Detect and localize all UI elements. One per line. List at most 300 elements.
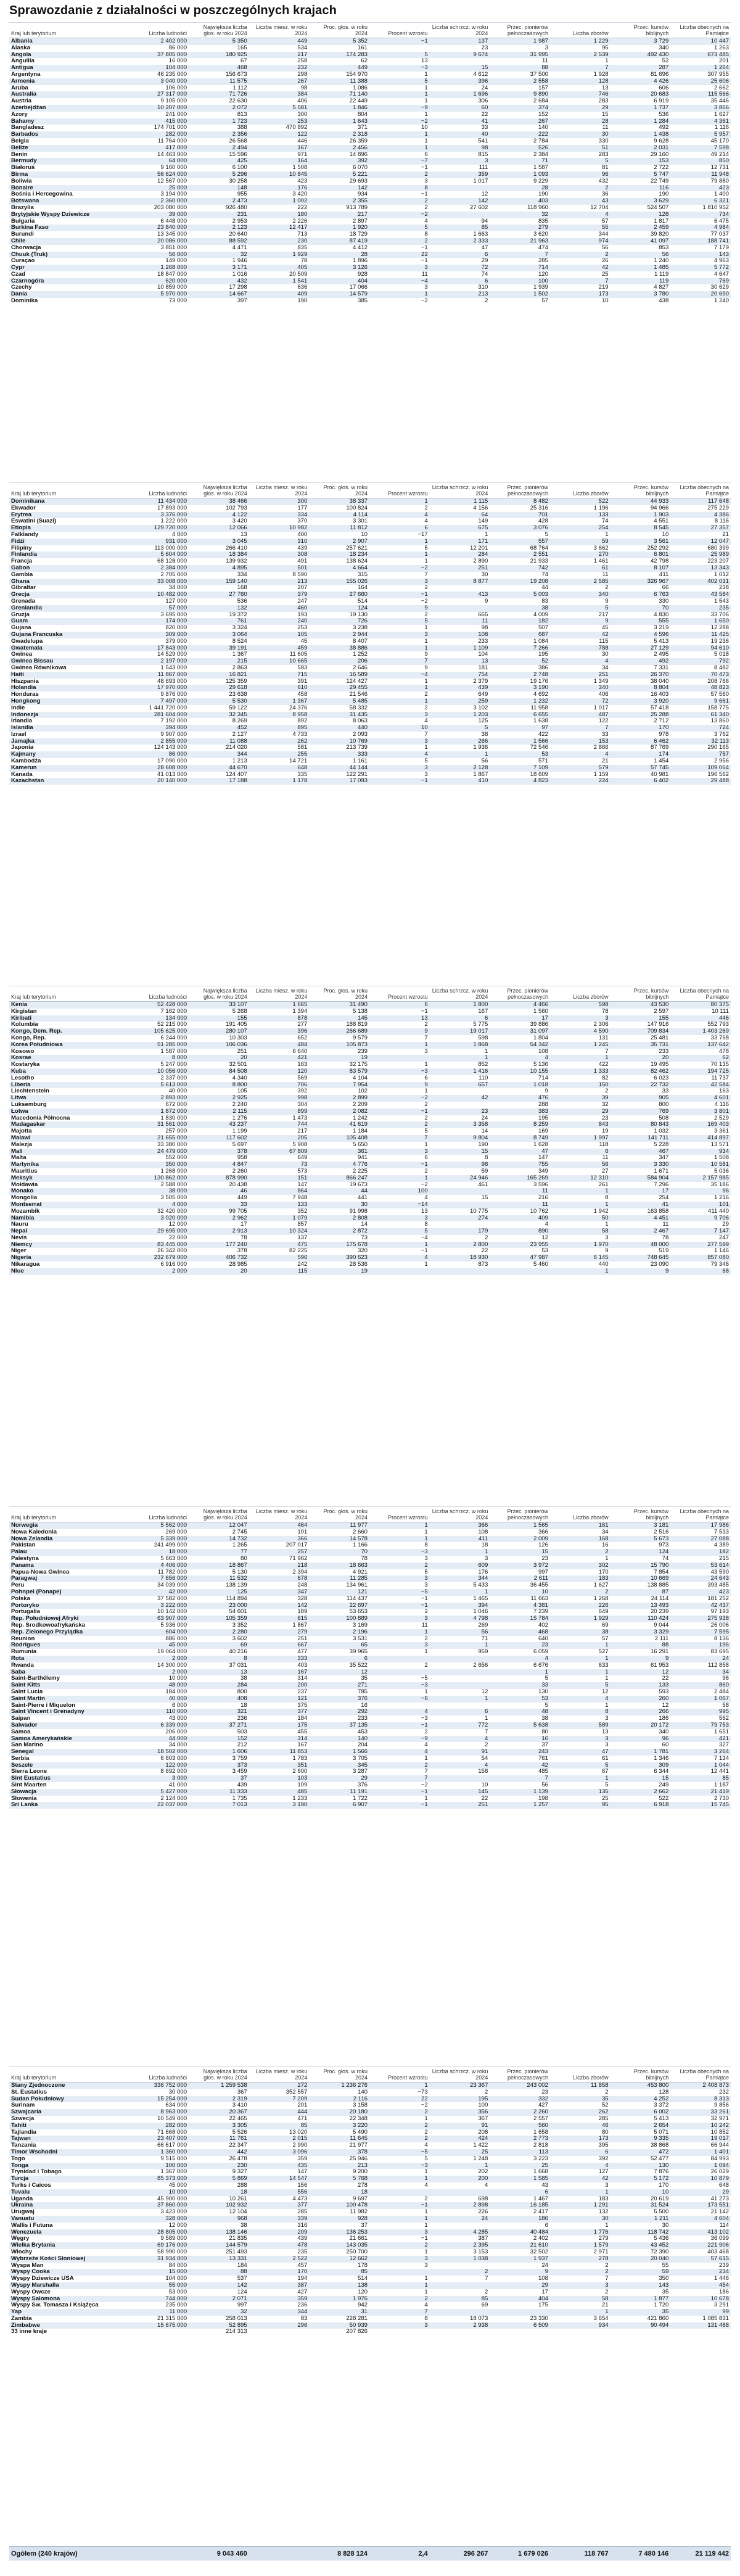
column-header: Przec. kursów biblijnych — [610, 986, 671, 1002]
table-cell: 58 990 000 — [128, 2249, 189, 2256]
table-cell: 4 — [430, 1762, 490, 1769]
table-cell — [670, 2329, 731, 2335]
table-cell: 20 172 — [610, 1722, 671, 1729]
table-cell: 569 — [249, 1075, 310, 1082]
table-cell: 152 — [189, 1736, 249, 1743]
table-cell: 6 462 — [610, 738, 671, 745]
table-cell: 2 157 985 — [670, 1175, 731, 1182]
table-cell: 367 — [189, 2089, 249, 2096]
table-cell: 104 000 — [128, 65, 189, 72]
table-cell: 31 561 000 — [128, 1121, 189, 1128]
table-row — [9, 685, 731, 691]
column-header: Największa liczba głos. w roku 2024 — [189, 483, 249, 498]
table-cell: 11 — [369, 271, 430, 278]
table-cell: 33 — [610, 1088, 671, 1095]
table-cell: 934 — [550, 2322, 610, 2329]
table-cell: 427 — [249, 2289, 310, 2296]
table-cell: 252 292 — [610, 545, 671, 552]
country-name: Czarnogóra — [9, 278, 128, 285]
table-cell: 9 804 — [430, 1135, 490, 1142]
table-cell: 1 422 — [430, 2142, 490, 2149]
table-block-1 — [9, 22, 731, 305]
table-cell: 1 — [369, 2276, 430, 2282]
column-header: Liczba obecnych na Pamiątce — [670, 483, 731, 498]
table-row — [9, 2289, 731, 2296]
table-cell: 25 606 — [670, 78, 731, 85]
table-cell: 175 — [249, 1722, 310, 1729]
table-cell: 103 — [249, 1775, 310, 1782]
table-cell: −1 — [369, 1802, 430, 1809]
table-cell: 344 — [430, 1575, 490, 1582]
table-cell: 7 239 — [490, 1609, 550, 1616]
table-cell: 78 — [610, 1235, 671, 1242]
table-cell: 11 388 — [309, 78, 369, 85]
country-name: Indie — [9, 705, 128, 712]
table-cell: 176 — [430, 1569, 490, 1576]
table-row — [9, 2089, 731, 2096]
table-cell: 467 — [610, 1149, 671, 1155]
table-cell: 1 291 — [550, 2202, 610, 2209]
total-cell: 7 480 146 — [610, 2547, 671, 2561]
table-cell: 16 403 — [610, 691, 671, 698]
table-cell: 28 985 — [189, 1261, 249, 1268]
table-cell: 54 342 — [490, 1042, 550, 1049]
table-cell: 2 — [430, 2269, 490, 2276]
table-row — [9, 105, 731, 112]
table-cell: 48 000 — [610, 1242, 671, 1249]
table-cell: 1 349 — [550, 679, 610, 685]
table-cell: 4 601 — [670, 1095, 731, 1102]
table-cell: 492 430 — [610, 52, 671, 59]
table-cell: 283 — [550, 98, 610, 105]
table-cell: 1 473 — [249, 1115, 310, 1122]
table-cell: 2 — [430, 298, 490, 305]
column-header: Przec. pionierów pełnoczasowych — [490, 2067, 550, 2083]
table-cell: 114 894 — [189, 1596, 249, 1603]
country-name: Czechy — [9, 284, 128, 291]
table-cell: 468 — [490, 1629, 550, 1636]
table-cell: 748 645 — [610, 1255, 671, 1261]
table-cell: 102 — [309, 1088, 369, 1095]
table-row — [9, 1596, 731, 1603]
table-cell: 25 481 — [610, 1035, 671, 1042]
table-cell: 38 — [189, 2223, 249, 2229]
table-row — [9, 1589, 731, 1596]
table-cell: 378 — [309, 2149, 369, 2156]
table-row — [9, 1208, 731, 1215]
table-cell: 4 473 — [249, 2196, 310, 2203]
table-cell: 320 — [309, 1248, 369, 1255]
table-cell: 194 — [249, 2276, 310, 2282]
table-cell: 87 769 — [610, 745, 671, 751]
table-cell: 188 819 — [309, 1022, 369, 1028]
table-row — [9, 1108, 731, 1115]
table-row — [9, 178, 731, 185]
table-cell: 35 522 — [309, 1662, 369, 1669]
country-name: Gwinea Bissau — [9, 658, 128, 665]
table-cell: 6 655 — [490, 712, 550, 719]
table-cell: 5 — [369, 78, 430, 85]
table-cell: 3 190 — [490, 685, 550, 691]
table-cell: 2 907 — [309, 539, 369, 545]
table-cell: 5 581 — [249, 105, 310, 112]
table-cell: 7 134 — [670, 1756, 731, 1762]
table-cell: 29 — [430, 258, 490, 265]
table-cell: 439 — [430, 685, 490, 691]
table-cell: 714 — [490, 265, 550, 271]
table-cell: 41 — [610, 1202, 671, 1208]
table-cell: 168 — [189, 585, 249, 592]
table-row — [9, 738, 731, 745]
table-cell: 6 — [430, 1015, 490, 1022]
table-cell: 581 — [249, 745, 310, 751]
column-header: Przec. kursów biblijnych — [610, 1507, 671, 1522]
table-cell: 2 000 — [128, 1268, 189, 1275]
table-cell: 105 625 000 — [128, 1028, 189, 1035]
table-cell: 1 — [369, 745, 430, 751]
table-cell: 755 — [490, 1162, 550, 1168]
table-cell: 52 — [490, 658, 550, 665]
table-cell: 13 — [550, 85, 610, 92]
table-cell: 5 562 000 — [128, 1522, 189, 1529]
table-cell: 2 355 — [309, 198, 369, 205]
table-cell: 57 000 — [128, 605, 189, 612]
table-cell: 11 867 000 — [128, 672, 189, 679]
table-cell: 13 — [189, 532, 249, 539]
table-cell: 67 809 — [249, 1149, 310, 1155]
table-cell: 23 000 — [189, 1603, 249, 1609]
column-header: Kraj lub terytorium — [9, 986, 128, 1002]
table-row — [9, 1522, 731, 1529]
column-header: Liczba schrzcz. w roku 2024 — [430, 1507, 490, 1522]
country-name: Samoa Amerykańskie — [9, 1736, 128, 1743]
table-cell: 24 — [490, 2263, 550, 2269]
table-cell: 892 — [249, 718, 310, 725]
table-cell: 101 — [670, 1202, 731, 1208]
table-cell: 180 925 — [189, 52, 249, 59]
table-cell: 377 — [249, 2202, 310, 2209]
table-cell: 163 — [670, 1088, 731, 1095]
table-cell: 12 — [490, 1235, 550, 1242]
table-cell: 31 524 — [610, 2202, 671, 2209]
table-cell: 56 — [490, 1782, 550, 1789]
table-cell: 226 — [430, 2209, 490, 2216]
table-cell: 492 — [610, 125, 671, 131]
table-cell: 7 — [369, 572, 430, 579]
table-cell: 114 437 — [309, 1596, 369, 1603]
table-cell: 44 144 — [309, 765, 369, 772]
table-cell: 14 579 — [309, 291, 369, 298]
table-cell: 12 104 — [189, 2209, 249, 2216]
table-cell — [430, 58, 490, 65]
table-cell: 1 284 — [610, 118, 671, 125]
table-cell: 8 524 — [189, 638, 249, 645]
table-cell: 11 191 — [309, 1789, 369, 1796]
table-cell: 23 — [490, 1642, 550, 1649]
table-cell: 278 — [309, 2182, 369, 2189]
table-row — [9, 532, 731, 539]
table-cell: 8 — [189, 1656, 249, 1662]
table-cell: 2 000 — [128, 1656, 189, 1662]
table-cell: 1 997 — [550, 1135, 610, 1142]
column-header: Proc. głos. w roku 2024 — [309, 483, 369, 498]
table-cell: 29 — [309, 1775, 369, 1782]
table-cell: 266 — [430, 738, 490, 745]
table-cell: 350 000 — [128, 1162, 189, 1168]
table-cell: 285 — [550, 2116, 610, 2123]
table-cell: −17 — [369, 532, 430, 539]
table-cell: 24 — [430, 1115, 490, 1122]
table-cell: 266 — [610, 1709, 671, 1715]
table-cell: 734 — [670, 212, 731, 218]
country-name: Kiribati — [9, 1015, 128, 1022]
table-cell: 508 — [610, 1115, 671, 1122]
table-cell: 45 900 000 — [128, 2196, 189, 2203]
table-cell: 857 080 — [670, 1255, 731, 1261]
table-cell: 11 645 — [309, 2136, 369, 2142]
country-name: Timor Wschodni — [9, 2149, 128, 2156]
table-cell: 2 897 — [309, 218, 369, 225]
table-row — [9, 1242, 731, 1249]
table-cell: 522 — [550, 498, 610, 505]
table-row — [9, 498, 731, 505]
table-cell: 978 — [610, 732, 671, 738]
table-cell: 2 260 — [189, 1168, 249, 1175]
table-cell: 2 495 — [610, 651, 671, 658]
table-cell: 7 — [490, 252, 550, 258]
table-cell: 12 704 — [550, 205, 610, 212]
table-row — [9, 2136, 731, 2142]
table-cell: 66 944 — [670, 2142, 731, 2149]
table-cell: 6 916 000 — [128, 1261, 189, 1268]
table-cell: 432 — [550, 178, 610, 185]
column-header: Kraj lub terytorium — [9, 23, 128, 38]
table-cell: 1 846 — [309, 105, 369, 112]
table-cell: 221 906 — [670, 2242, 731, 2249]
table-cell: 22 — [430, 1248, 490, 1255]
table-cell: 408 — [189, 1696, 249, 1703]
country-name: Polska — [9, 1596, 128, 1603]
table-cell: 4 — [369, 512, 430, 519]
table-cell: 2 529 — [670, 1115, 731, 1122]
table-cell: 2 899 — [309, 1095, 369, 1102]
table-cell: 23 955 — [490, 1242, 550, 1249]
table-cell: 62 — [670, 1055, 731, 1062]
table-cell — [430, 2263, 490, 2269]
table-cell: 22 — [369, 2096, 430, 2103]
table-cell: 8 963 000 — [128, 2109, 189, 2116]
table-cell: 9 — [369, 1028, 430, 1035]
table-cell: 1 — [369, 1242, 430, 1249]
table-cell: 120 — [309, 2289, 369, 2296]
table-cell: 21 963 — [490, 238, 550, 245]
country-name: Gwadelupa — [9, 638, 128, 645]
table-cell: 11 764 000 — [128, 138, 189, 145]
country-name: Burkina Faso — [9, 225, 128, 231]
table-cell: 14 — [430, 1128, 490, 1135]
table-cell: 30 629 — [670, 284, 731, 291]
table-cell: 427 — [490, 2102, 550, 2109]
table-cell: 1 268 000 — [128, 1168, 189, 1175]
table-cell: 333 — [249, 1656, 310, 1662]
table-cell: 1 018 — [490, 1082, 550, 1089]
table-row — [9, 2223, 731, 2229]
table-cell: 475 — [249, 1242, 310, 1249]
country-table — [9, 2067, 731, 2335]
table-cell: 12 — [309, 1669, 369, 1676]
table-cell: 37 582 000 — [128, 1596, 189, 1603]
table-cell: 182 — [490, 618, 550, 625]
table-cell: 112 858 — [670, 1662, 731, 1669]
table-cell: 37 805 000 — [128, 52, 189, 59]
country-name: Turcja — [9, 2176, 128, 2182]
table-cell: 243 002 — [490, 2083, 550, 2089]
table-cell: 610 — [249, 685, 310, 691]
table-cell: 1 — [550, 1055, 610, 1062]
table-cell: 15 784 — [490, 1616, 550, 1622]
table-cell: 157 — [490, 85, 550, 92]
table-row — [9, 245, 731, 252]
country-name: Malawi — [9, 1135, 128, 1142]
country-name: Peru — [9, 1582, 128, 1589]
table-cell: 3 — [430, 158, 490, 165]
table-cell: 120 — [249, 1068, 310, 1075]
table-cell: 1 079 — [249, 1215, 310, 1222]
table-cell: 52 215 000 — [128, 1022, 189, 1028]
table-cell: 2 855 000 — [128, 738, 189, 745]
table-cell: 16 — [309, 1703, 369, 1709]
table-row — [9, 1028, 731, 1035]
table-cell: 70 — [610, 605, 671, 612]
table-row — [9, 1775, 731, 1782]
table-cell: 70 473 — [670, 672, 731, 679]
column-header: Przec. pionierów pełnoczasowych — [490, 483, 550, 498]
table-cell: 69 — [550, 1622, 610, 1629]
table-cell: 131 488 — [670, 2322, 731, 2329]
country-name: Rota — [9, 1656, 128, 1662]
table-cell: 5 268 — [189, 1009, 249, 1015]
table-cell: 1 146 — [670, 1248, 731, 1255]
table-cell: 91 998 — [309, 1208, 369, 1215]
table-cell: 1 067 — [670, 1696, 731, 1703]
table-cell: 137 642 — [670, 1042, 731, 1049]
table-cell: 2 417 — [490, 2209, 550, 2216]
table-cell: 83 695 — [670, 1649, 731, 1656]
table-row — [9, 565, 731, 572]
table-cell: 1 737 — [610, 105, 671, 112]
table-cell: 2 — [550, 585, 610, 592]
table-row — [9, 1736, 731, 1743]
table-row — [9, 1049, 731, 1055]
table-cell: 98 — [249, 85, 310, 92]
country-name: Argentyna — [9, 72, 128, 78]
table-cell: 39 191 — [189, 645, 249, 652]
table-cell: 316 — [249, 2223, 310, 2229]
table-cell: 4 — [550, 212, 610, 218]
table-cell: 203 080 000 — [128, 205, 189, 212]
column-header: Procent wzrostu — [369, 483, 430, 498]
table-cell: 6 640 — [249, 1049, 310, 1055]
table-cell: 379 000 — [128, 638, 189, 645]
table-cell: 173 — [550, 2136, 610, 2142]
table-row — [9, 231, 731, 238]
table-cell: 1 139 — [490, 1789, 550, 1796]
table-cell: 7 598 — [670, 145, 731, 152]
table-cell: 3 096 — [249, 2149, 310, 2156]
table-cell: 1 — [430, 751, 490, 758]
country-name: Namibia — [9, 1215, 128, 1222]
table-cell: 108 — [490, 1049, 550, 1055]
table-cell — [490, 1268, 550, 1275]
table-cell: 88 — [610, 1642, 671, 1649]
table-cell: 29 455 — [309, 685, 369, 691]
table-cell: 27 — [550, 1168, 610, 1175]
table-cell: 309 — [610, 1762, 671, 1769]
table-cell: 37 031 — [189, 1662, 249, 1669]
table-cell: 50 — [550, 1215, 610, 1222]
table-cell: 69 176 000 — [128, 2242, 189, 2249]
country-name: Rwanda — [9, 1662, 128, 1669]
table-cell: 6 — [369, 1155, 430, 1162]
country-name: Chile — [9, 238, 128, 245]
table-cell: 552 793 — [670, 1022, 731, 1028]
table-cell: 4 551 — [610, 518, 671, 525]
table-cell: 2 280 — [189, 1629, 249, 1636]
table-cell: 9 — [610, 1656, 671, 1662]
table-cell: 2 956 — [670, 758, 731, 765]
table-cell: 5 436 — [610, 2235, 671, 2242]
country-name: Nevis — [9, 1235, 128, 1242]
table-cell: 2 925 — [189, 1095, 249, 1102]
table-cell: 1 587 000 — [128, 1049, 189, 1055]
table-cell: 17 986 — [670, 1522, 731, 1529]
country-name: Węgry — [9, 2235, 128, 2242]
table-cell: 23 090 — [610, 1261, 671, 1268]
table-cell: 14 732 — [189, 1536, 249, 1543]
table-cell: 159 140 — [189, 579, 249, 585]
table-cell: 13 493 — [610, 1603, 671, 1609]
table-cell: 139 932 — [189, 558, 249, 565]
table-cell: 648 — [249, 765, 310, 772]
table-cell: 5 036 — [670, 1168, 731, 1175]
table-cell: 79 880 — [670, 178, 731, 185]
country-name: Wyspa Man — [9, 2263, 128, 2269]
table-cell: 29 695 000 — [128, 1228, 189, 1235]
table-row — [9, 1636, 731, 1643]
table-cell: 449 — [309, 65, 369, 72]
table-cell: 201 — [249, 2102, 310, 2109]
table-cell: 20 509 — [249, 271, 310, 278]
table-cell: 1 038 — [430, 2256, 490, 2263]
table-cell: 138 139 — [189, 1582, 249, 1589]
table-cell: 262 — [249, 738, 310, 745]
country-name: Paragwaj — [9, 1575, 128, 1582]
column-header: Kraj lub terytorium — [9, 1507, 128, 1522]
table-cell: 4 285 — [430, 2229, 490, 2236]
country-name: Wielka Brytania — [9, 2242, 128, 2249]
table-cell: 1 720 — [610, 2302, 671, 2309]
table-cell: 997 — [490, 1569, 550, 1576]
table-cell: 4 — [550, 658, 610, 665]
table-cell: 376 — [309, 1782, 369, 1789]
table-cell: 7 954 — [309, 1082, 369, 1089]
country-table — [9, 986, 731, 1275]
table-cell: 3 459 — [189, 1769, 249, 1775]
table-cell: 79 753 — [670, 1722, 731, 1729]
table-cell: 207 017 — [249, 1542, 310, 1549]
table-cell: 813 — [189, 112, 249, 118]
table-cell: 214 313 — [189, 2329, 249, 2335]
